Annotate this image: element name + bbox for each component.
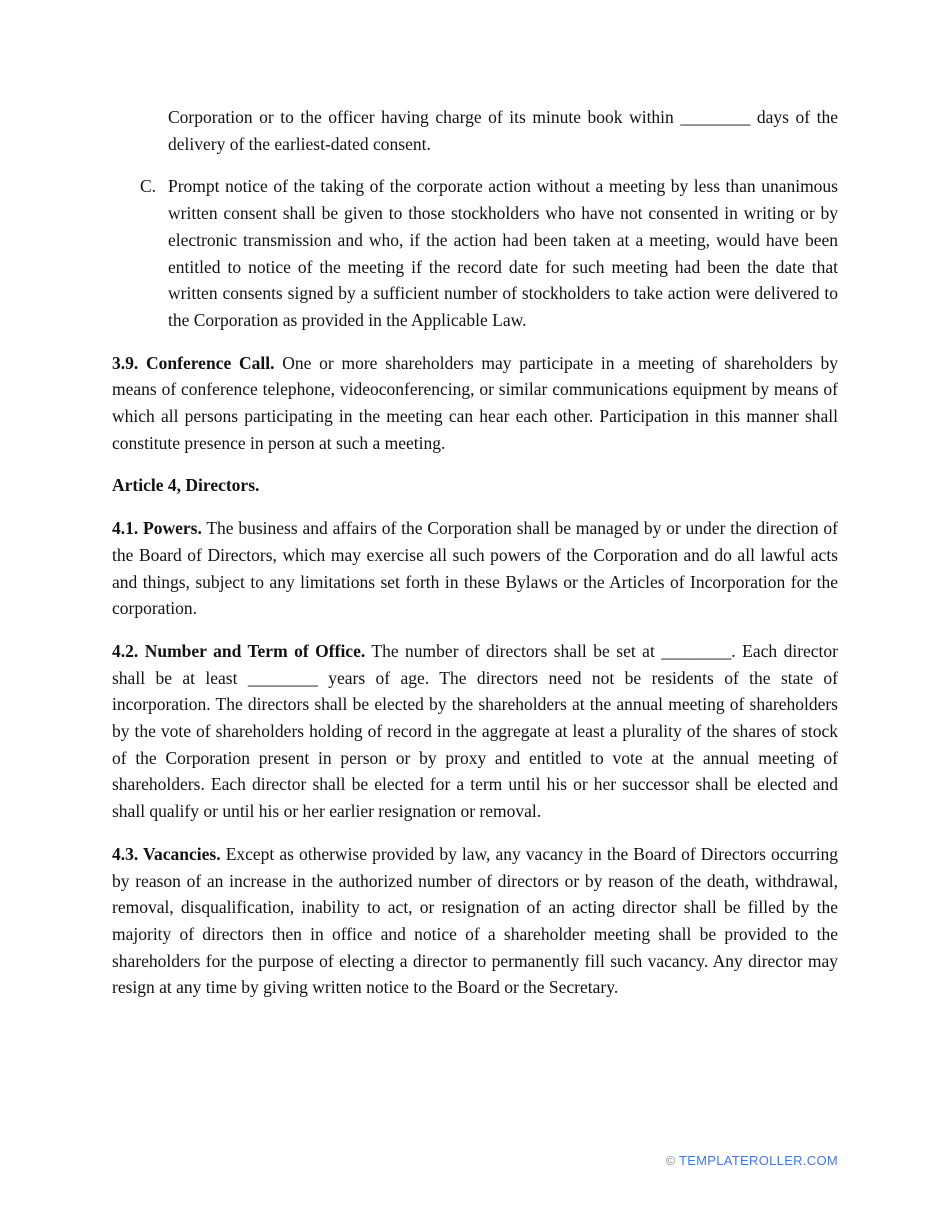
article-4-heading: Article 4, Directors. xyxy=(112,475,260,496)
section-4-1-text: The business and affairs of the Corporation shall be managed by or under the direction of the Board of Directors, which may exercise all such powers of the Corporation and do all lawful acts and things, subject to any limitations set forth in these Bylaws or the Articles of Incorporation for the corporation. xyxy=(112,518,838,619)
copyright-symbol: © xyxy=(665,1153,676,1168)
section-4-3-label: 4.3. Vacancies. xyxy=(112,843,221,864)
document-body xyxy=(112,104,838,1017)
section-3-9-text: One or more shareholders may participate in a meeting of shareholders by means of conference telephone, videoconferencing, or similar communications equipment by means of which all persons participating in the meeting can hear each other. Participation in this manner shall constitute presence in person at such a meeting. xyxy=(112,352,838,453)
section-4-2 xyxy=(112,638,838,825)
section-4-2-text: The number of directors shall be set at ________. Each director shall be at least ________ years of age. The directors need not be residents of the state of incorporation. The directors shall be elected by the shareholders at the annual meeting of shareholders by the vote of shareholders holding of record in the aggregate at least a plurality of the shares of stock of the Corporation present in person or by proxy and entitled to vote at the annual meeting of shareholders. Each director shall be elected for a term until his or her successor shall be elected and shall qualify or until his or her earlier resignation or removal. xyxy=(112,640,838,822)
page-footer xyxy=(666,1153,838,1169)
list-item-c xyxy=(140,173,838,333)
section-4-3 xyxy=(112,841,838,1001)
section-3-9-label: 3.9. Conference Call. xyxy=(112,352,275,373)
templateroller-link[interactable]: TEMPLATEROLLER.COM xyxy=(678,1153,838,1168)
section-4-3-text: Except as otherwise provided by law, any vacancy in the Board of Directors occurring by reason of an increase in the authorized number of directors or by reason of the death, withdrawal, removal, disqualification, inability to act, or resignation of an acting director shall be filled by the majority of directors then in office and notice of a shareholder meeting shall be provided to the shareholders for the purpose of electing a director to permanently fill such vacancy. Any director may resign at any time by giving written notice to the Board or the Secretary. xyxy=(112,843,838,998)
list-item-c-text: Prompt notice of the taking of the corporate action without a meeting by less than unanimous written consent shall be given to those stockholders who have not consented in writing or by electronic transmission and who, if the action had been taken at a meeting, would have been entitled to notice of the meeting if the record date for such meeting had been the date that written consents signed by a sufficient number of stockholders to take action were delivered to the Corporation as provided in the Applicable Law. xyxy=(168,176,838,330)
paragraph-item-b-continuation: Corporation or to the officer having charge of its minute book within ________ days of the delivery of the earliest-dated consent. xyxy=(168,107,838,154)
section-4-1-label: 4.1. Powers. xyxy=(112,518,202,539)
section-4-1 xyxy=(112,515,838,622)
list-item-c-marker: C. xyxy=(140,176,157,197)
section-4-2-label: 4.2. Number and Term of Office. xyxy=(112,640,366,661)
section-3-9 xyxy=(112,350,838,457)
